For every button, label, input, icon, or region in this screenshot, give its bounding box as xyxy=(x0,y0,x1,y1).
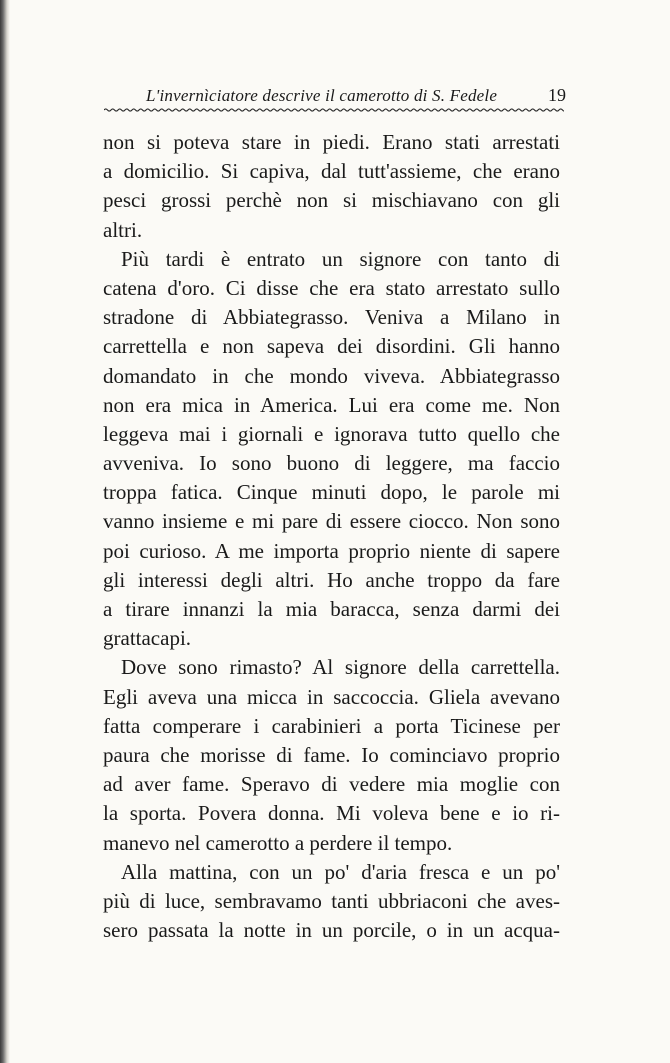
text-line: non si poteva stare in piedi. Erano stati arrestati xyxy=(103,130,560,154)
text-line: domandato in che mondo viveva. Abbiategrasso xyxy=(103,363,560,388)
text-line: carrettella e non sapeva dei disordini. Gli hanno xyxy=(103,334,560,359)
running-title: L'invernìciatore descrive il camerotto di S. Fedele xyxy=(146,86,498,105)
text-line: poi curioso. A me importa proprio niente di sapere xyxy=(103,538,560,563)
text-line: grattacapi. xyxy=(103,626,192,651)
text-line: leggeva mai i giornali e ignorava tutto quello che xyxy=(103,421,560,446)
page-number: 19 xyxy=(548,85,566,105)
text-line: troppa fatica. Cinque minuti dopo, le parole mi xyxy=(103,480,560,505)
text-line: stradone di Abbiategrasso. Veniva a Milano in xyxy=(103,305,560,330)
paragraph xyxy=(103,245,560,654)
text-line: sero passata la notte in un porcile, o in un acqua- xyxy=(103,918,560,943)
text-line: ad aver fame. Speravo di vedere mia moglie con xyxy=(103,772,560,797)
wavy-rule xyxy=(104,106,564,114)
text-line: la sporta. Povera donna. Mi voleva bene e io ri- xyxy=(103,801,560,826)
text-line: a tirare innanzi la mia baracca, senza darmi dei xyxy=(103,597,560,621)
body-text xyxy=(103,128,560,945)
text-line: più di luce, sembravamo tanti ubbriaconi che aves- xyxy=(103,888,560,913)
text-line: Egli aveva una micca in saccoccia. Gliela avevano xyxy=(103,684,560,709)
text-line: manevo nel camerotto a perdere il tempo. xyxy=(103,830,453,855)
binding-shadow xyxy=(0,0,10,1063)
text-line: catena d'oro. Ci disse che era stato arrestato sullo xyxy=(103,275,560,300)
text-line: altri. xyxy=(103,217,143,242)
paragraph xyxy=(103,858,560,946)
text-line: fatta comperare i carabinieri a porta Ticinese per xyxy=(103,713,560,738)
text-line: a domicilio. Si capiva, dal tutt'assieme, che erano xyxy=(103,159,560,184)
text-line: avveniva. Io sono buono di leggere, ma faccio xyxy=(103,451,560,476)
text-line: non era mica in America. Lui era come me. Non xyxy=(103,392,560,417)
paragraph xyxy=(103,653,560,857)
text-line: Alla mattina, con un po' d'aria fresca e un po' xyxy=(121,859,560,884)
text-line: gli interessi degli altri. Ho anche troppo da fare xyxy=(103,567,560,592)
text-line: Più tardi è entrato un signore con tanto di xyxy=(121,246,560,271)
text-line: Dove sono rimasto? Al signore della carrettella. xyxy=(121,655,560,680)
text-line: pesci grossi perchè non si mischiavano con gli xyxy=(103,188,560,213)
paragraph xyxy=(103,128,560,245)
text-line: paura che morisse di fame. Io cominciavo proprio xyxy=(103,742,560,767)
text-line: vanno insieme e mi pare di essere ciocco. Non sono xyxy=(103,509,560,534)
